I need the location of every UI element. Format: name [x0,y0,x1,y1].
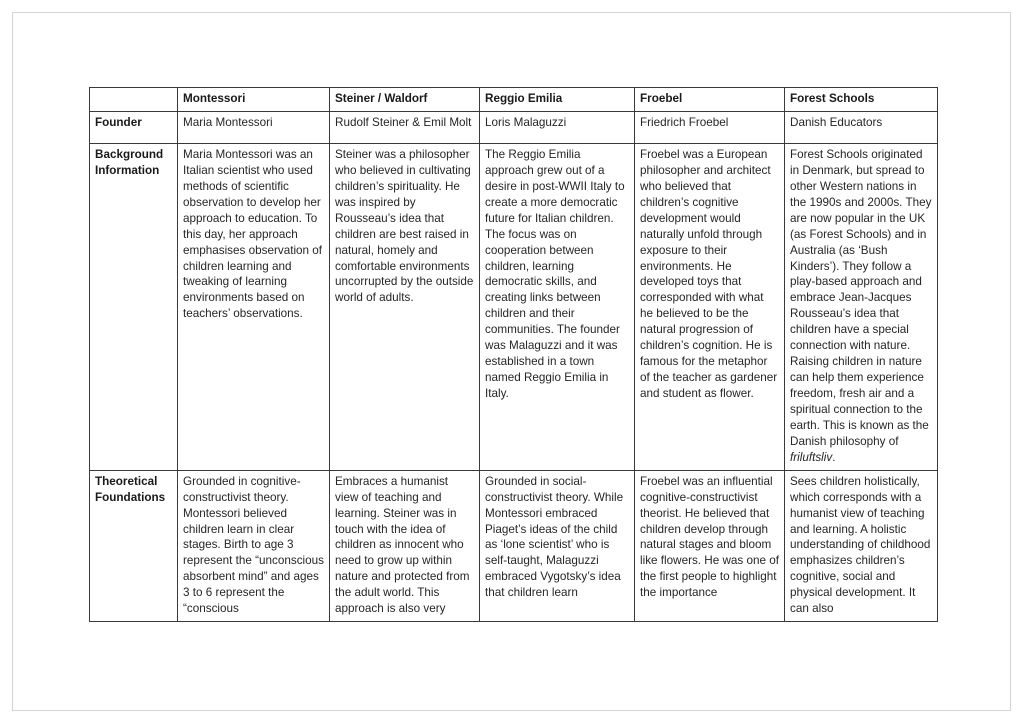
document-page [12,12,1011,711]
cell-theoretical-froebel: Froebel was an influential cognitive-constructivist theorist. He believed that children develop through natural stages and bloom like flowers. He was one of the first people to highlight the importance [635,470,785,621]
row-header-founder: Founder [90,111,178,143]
row-header-theoretical-foundations: Theoretical Foundations [90,470,178,621]
table-body [90,111,938,621]
cell-founder-reggio: Loris Malaguzzi [480,111,635,143]
cell-background-montessori: Maria Montessori was an Italian scientist who used methods of scientific observation to develop her approach to education. To this day, her approach emphasises observation of children learning and tweaking of learning environments based on teachers’ observations. [178,143,330,470]
row-header-background-information: Background Information [90,143,178,470]
cell-background-froebel: Froebel was a European philosopher and architect who believed that children’s cognitive development would naturally unfold through exposure to their environments. He developed toys that corresponded with what he believed to be the natural progression of children’s cognition. He is famous for the metaphor of the teacher as gardener and student as flower. [635,143,785,470]
table-header-row [90,88,938,112]
cell-founder-montessori: Maria Montessori [178,111,330,143]
cell-background-forest [785,143,938,470]
forest-text-before: Forest Schools originated in Denmark, but spread to other Western nations in the 1990s and 2000s. They are now popular in the UK (as Forest Schools) and in Australia (as ‘Bush Kinders’). They follow a play-based approach and embrace Jean-Jacques Rousseau’s idea that children have a special connection with nature. Raising children in nature can help them experience freedom, fresh air and a spiritual connection to the earth. This is known as the Danish philosophy of [790,147,932,448]
column-header-steiner-waldorf: Steiner / Waldorf [330,88,480,112]
table-row [90,111,938,143]
table-viewport [89,87,949,645]
column-header-forest-schools: Forest Schools [785,88,938,112]
cell-theoretical-montessori: Grounded in cognitive-constructivist theory. Montessori believed children learn in clear stages. Birth to age 3 represent the “unconscious absorbent mind” and ages 3 to 6 represent the “conscious [178,470,330,621]
cell-theoretical-forest: Sees children holistically, which corresponds with a humanist view of teaching and learning. A holistic understanding of childhood emphasizes children’s cognitive, social and physical development. It can also [785,470,938,621]
table-header [90,88,938,112]
column-header-montessori: Montessori [178,88,330,112]
cell-background-reggio: The Reggio Emilia approach grew out of a desire in post-WWII Italy to create a more democratic future for Italian children. The focus was on cooperation between children, learning democratic skills, and creating links between children and their communities. The founder was Malaguzzi and it was established in a town named Reggio Emilia in Italy. [480,143,635,470]
table-row [90,470,938,621]
column-header-froebel: Froebel [635,88,785,112]
table-row [90,143,938,470]
cell-theoretical-reggio: Grounded in social-constructivist theory. While Montessori embraced Piaget’s ideas of the child as ‘lone scientist’ who is self-taught, Malaguzzi embraced Vygotsky’s idea that children learn [480,470,635,621]
cell-founder-froebel: Friedrich Froebel [635,111,785,143]
column-header-blank [90,88,178,112]
forest-text-after: . [832,450,836,464]
forest-text-italic: friluftsliv [790,450,833,464]
cell-theoretical-steiner: Embraces a humanist view of teaching and learning. Steiner was in touch with the idea of children as innocent who need to grow up within nature and protected from the adult world. This approach is also very [330,470,480,621]
cell-background-steiner: Steiner was a philosopher who believed in cultivating children’s spirituality. He was inspired by Rousseau’s idea that children are best raised in natural, homely and comfortable environments uncorrupted by the outside world of adults. [330,143,480,470]
pedagogy-comparison-table [89,87,938,622]
cell-founder-forest: Danish Educators [785,111,938,143]
column-header-reggio-emilia: Reggio Emilia [480,88,635,112]
cell-founder-steiner: Rudolf Steiner & Emil Molt [330,111,480,143]
